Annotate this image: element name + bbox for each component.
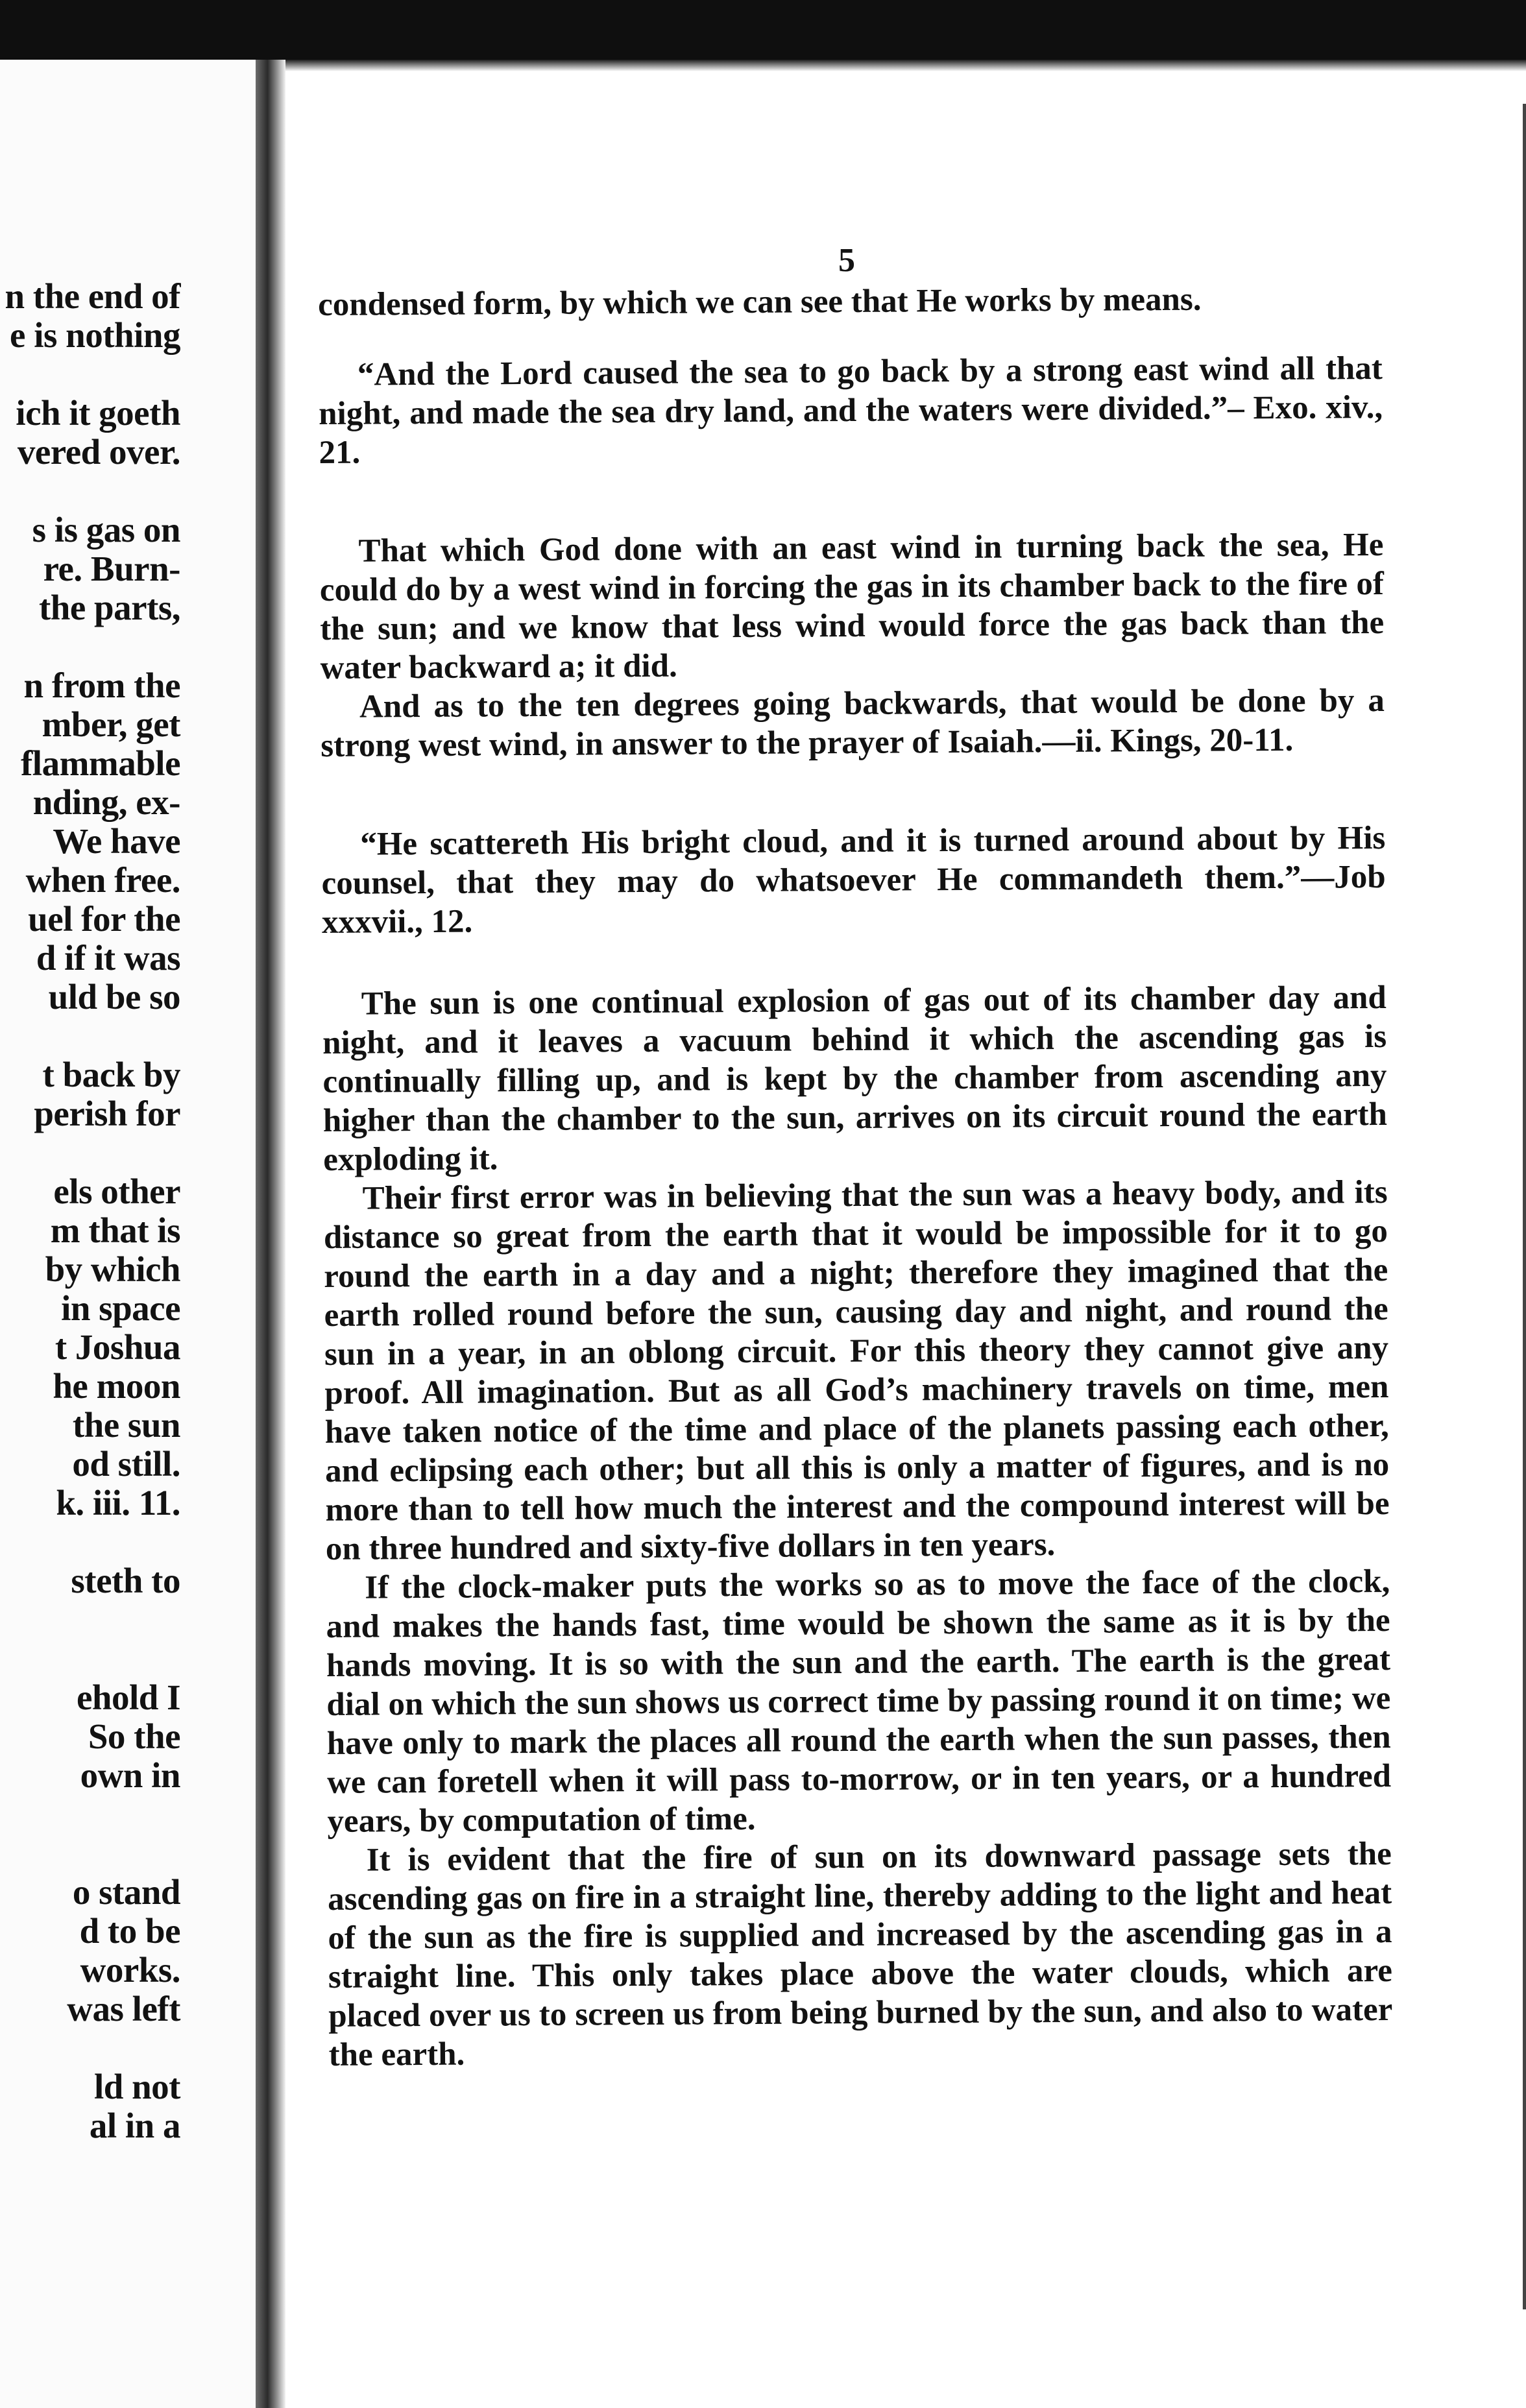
paragraph-clock-maker: If the clock-maker puts the works so as to move the face of the clock, and makes the hands fast, time would be shown the same as it is by the hands moving. It is so with the sun and the earth. The earth is the great dial on which the sun shows us correct time by passing round it on time; we have only to mark the places all round the earth when the sun passes, then we can foretell when it will pass to-morrow, or in ten years, or a hundred years, by computation of time. xyxy=(326,1563,1392,1840)
scan-right-edge xyxy=(1523,104,1526,2309)
paragraph-ten-degrees: And as to the ten degrees going backwards, that would be done by a strong west wind, in answer to the prayer of Isaiah.—ii. Kings, 20-11. xyxy=(321,682,1385,764)
left-page-line: al in a xyxy=(89,2106,180,2145)
left-page-line: uel for the xyxy=(28,899,180,939)
left-page-line: works. xyxy=(80,1950,180,1990)
paragraph-1: condensed form, by which we can see that He works by means. xyxy=(318,281,1202,323)
left-page-line: own in xyxy=(80,1755,180,1795)
paragraph-sun-explosion: The sun is one continual explosion of gas out of its chamber day and night, and it leaves a vacuum behind it which the ascending gas is continually filling up, and is kept by the chamber from ascending any higher than the chamber to the sun, arrives on its circuit round the earth exploding it. xyxy=(322,979,1388,1178)
left-page-line: when free. xyxy=(25,860,180,900)
left-page-line: steth to xyxy=(71,1561,180,1600)
left-page-line: flammable xyxy=(20,743,180,783)
left-page-line: was left xyxy=(67,1989,180,2029)
left-page-line: d to be xyxy=(79,1911,180,1951)
left-page-line: d if it was xyxy=(36,938,180,978)
left-page-line: So the xyxy=(88,1716,180,1756)
left-page-line: od still. xyxy=(72,1444,180,1484)
left-page-line: nding, ex- xyxy=(32,782,180,822)
left-page-line: ich it goeth xyxy=(16,393,180,433)
left-page-line: m that is xyxy=(50,1210,180,1250)
left-page-line: mber, get xyxy=(42,704,180,744)
left-page-line: by which xyxy=(45,1249,180,1289)
left-page-line: the parts, xyxy=(38,588,180,627)
left-page-line: ld not xyxy=(93,2067,180,2106)
left-page-line: t back by xyxy=(42,1055,180,1094)
left-page-line: in space xyxy=(61,1288,180,1328)
left-page-line: els other xyxy=(53,1172,180,1211)
paragraph-fire-of-sun: It is evident that the fire of sun on its downward passage sets the ascending gas on fire in a straight line, thereby adding to the light and heat of the sun as the fire is supplied and increased by the ascending gas in a straight line. This only takes place above the water clouds, which are placed over us to screen us from being burned by the sun, and also to water the earth. xyxy=(328,1835,1393,2073)
quote-exodus: “And the Lord caused the sea to go back by a strong east wind all that night, and made the sea dry land, and the waters were divided.”– Exo. xiv., 21. xyxy=(319,350,1383,471)
left-page-line: the sun xyxy=(72,1405,180,1445)
left-page-line: t Joshua xyxy=(54,1327,180,1367)
left-page-line: n from the xyxy=(23,666,180,705)
left-page-line: s is gas on xyxy=(32,510,180,549)
left-page-line: re. Burn- xyxy=(43,549,180,588)
page-body xyxy=(318,279,1393,2075)
left-page-line: he moon xyxy=(53,1366,180,1406)
paragraph-first-error: Their first error was in believing that the sun was a heavy body, and its distance so great from the earth that it would be impossible for it to go round the earth in a day and a night; therefore they imagined that the earth rolled round before the sun, causing day and night, and round the sun in a year, in an oblong circuit. For this theory they cannot give any proof. All imagination. But as all God’s machinery travels on time, men have taken notice of the time and place of the planets passing each other, and eclipsing each other; but all this is only a matter of figures, and is no more than to tell how much the interest and the compound interest will be on three hundred and sixty-five dollars in ten years. xyxy=(323,1174,1390,1567)
book-gutter xyxy=(256,60,285,2408)
left-page-line: perish for xyxy=(34,1094,180,1133)
left-page-line: k. iii. 11. xyxy=(56,1483,180,1523)
left-page-line: o stand xyxy=(72,1872,180,1912)
page-number: 5 xyxy=(838,242,855,279)
quote-job: “He scattereth His bright cloud, and it is turned around about by His counsel, that they may do whatsoever He commandeth them.”—Job xxxvii., 12. xyxy=(321,819,1386,941)
left-page-line: e is nothing xyxy=(10,315,180,355)
left-page-line: vered over. xyxy=(17,432,180,472)
left-page-line: ehold I xyxy=(76,1678,180,1717)
left-page-line: n the end of xyxy=(5,276,180,316)
paragraph-east-wind: That which God done with an east wind in turning back the sea, He could do by a west wind in forcing the gas in its chamber back to the fire of the sun; and we know that less wind would force the gas back than the water backward a; it did. xyxy=(319,526,1385,686)
left-page-line: We have xyxy=(53,821,180,861)
left-page-line: uld be so xyxy=(48,977,180,1017)
scan-top-edge xyxy=(0,0,1526,60)
